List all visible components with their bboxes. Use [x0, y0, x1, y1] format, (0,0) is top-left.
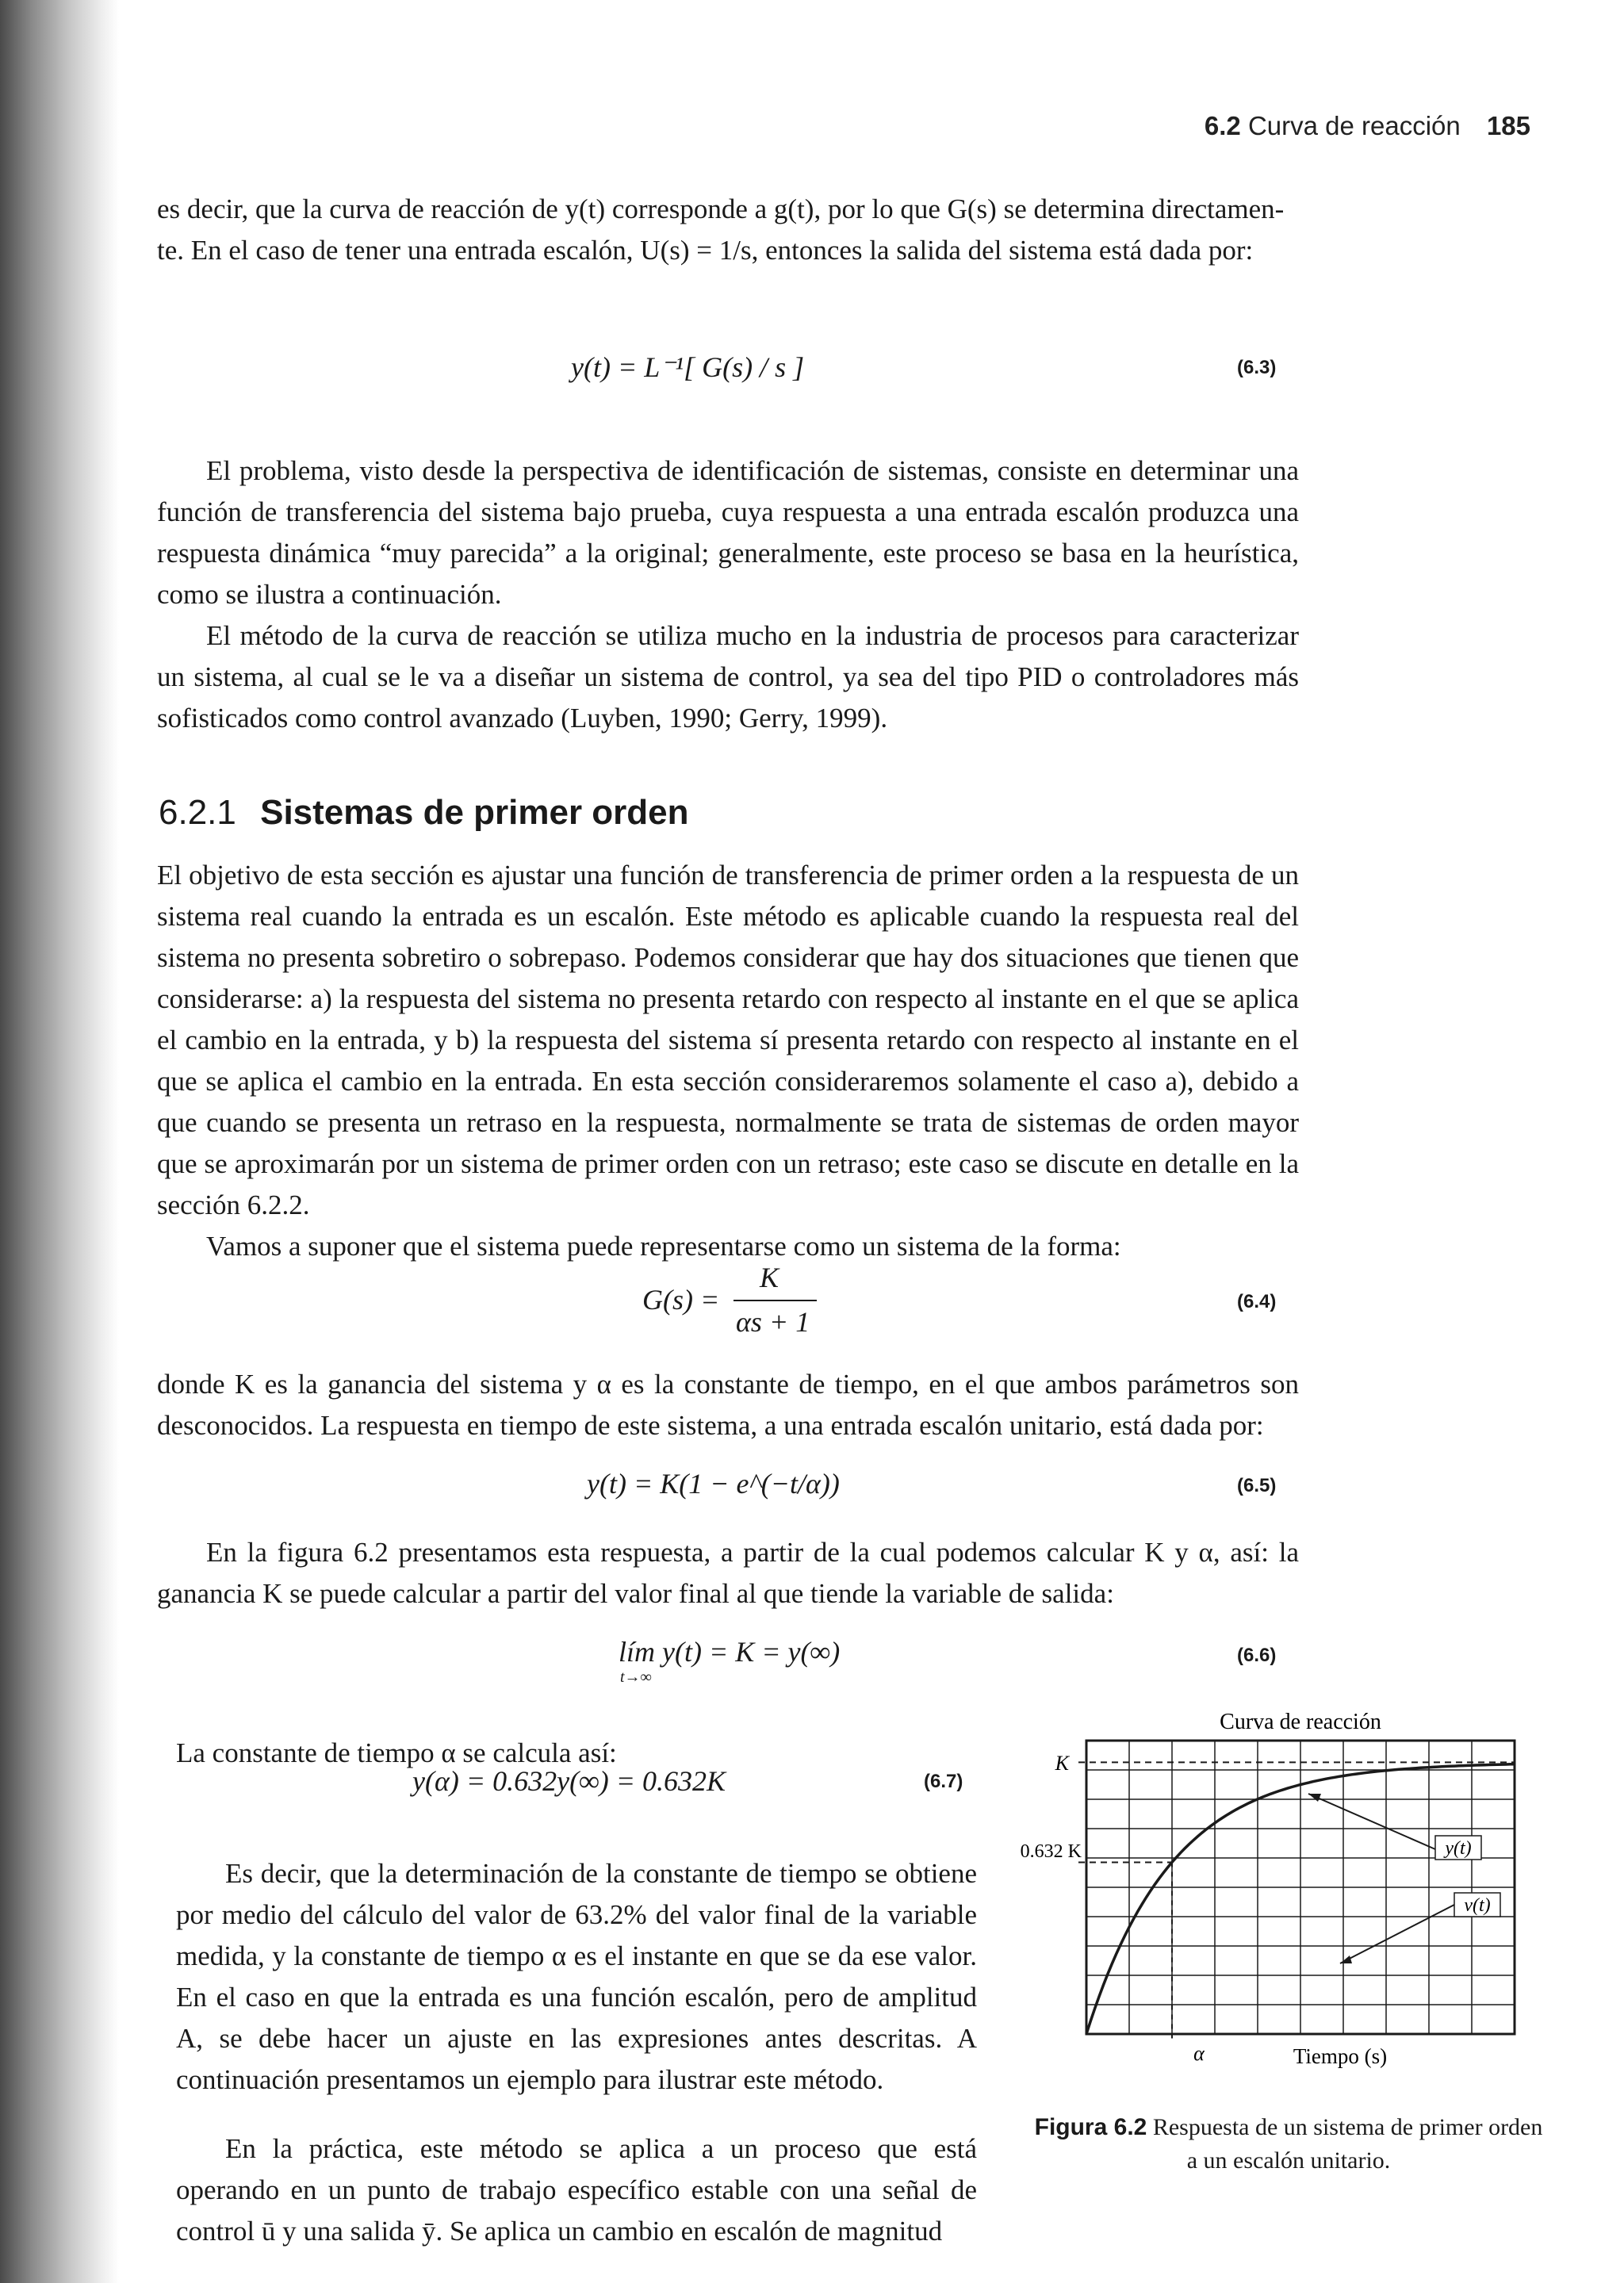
body-paragraph-donde — [157, 1364, 1299, 1446]
equation-6-6-body: lím y(t) = K = y(∞) — [619, 1636, 841, 1668]
equation-6-3-body: y(t) = L⁻¹[ G(s) / s ] — [571, 351, 805, 383]
header-section-number: 6.2 — [1204, 111, 1241, 140]
chart-title: Curva de reacción — [1220, 1710, 1381, 1734]
y-label-632k: 0.632 K — [1020, 1841, 1082, 1862]
paragraph-es-decir: Es decir, que la determinación de la constante de tiempo se obtiene por medio del cálculo del valor de 63.2% del valor final de la variable medida, y la constante de tiempo α es el instante en que se da ese valor. En el caso en que la entrada es una función escalón, pero de amplitud A, se debe hacer un ajuste en las expresiones antes descritas. A continuación presentamos un ejemplo para ilustrar este método. — [176, 1858, 977, 2095]
body-paragraphs-2 — [157, 855, 1299, 1267]
equation-6-3-label: (6.3) — [1237, 357, 1277, 378]
figure-caption-text: Respuesta de un sistema de primer orden a un escalón unitario. — [1152, 2114, 1543, 2174]
figure-caption-label: Figura 6.2 — [1034, 2114, 1147, 2140]
header-title: Curva de reacción — [1247, 111, 1461, 140]
paragraph-constante: La constante de tiempo α se calcula así: — [176, 1737, 617, 1768]
arrow-y — [1308, 1794, 1435, 1849]
equation-6-4-lhs: G(s) = — [642, 1284, 720, 1316]
equation-6-5-body: y(t) = K(1 − e^(−t/α)) — [587, 1468, 840, 1500]
paragraph-suponer: Vamos a suponer que el sistema puede representarse como un sistema de la forma: — [206, 1231, 1121, 1262]
section-title: Sistemas de primer orden — [260, 793, 689, 832]
intro-line-1: es decir, que la curva de reacción de y(t) corresponde a g(t), por lo que G(s) se determina directamen- — [157, 193, 1285, 224]
arrow-v — [1340, 1905, 1454, 1963]
figure-6-2 — [991, 1705, 1546, 2117]
curve-label-v: v(t) — [1464, 1895, 1491, 1916]
reaction-curve-chart — [991, 1705, 1546, 2117]
fraction-bar — [733, 1300, 817, 1301]
figure-caption — [1031, 2111, 1546, 2178]
section-heading — [159, 793, 689, 833]
paragraph-figura: En la figura 6.2 presentamos esta respuesta, a partir de la cual podemos calcular K y α, así: la ganancia K se puede calcular a partir del valor final al que tiende la variable de salida: — [157, 1537, 1299, 1609]
arrowhead-y — [1308, 1794, 1321, 1802]
section-number: 6.2.1 — [159, 793, 236, 832]
paragraph-objetivo: El objetivo de esta sección es ajustar una función de transferencia de primer orden a la respuesta de un sistema real cuando la entrada es un escalón. Este método es aplicable cuando la respuesta real del sistema no presenta sobretiro o sobrepaso. Podemos considerar que hay dos situaciones que tienen que considerarse: a) la respuesta del sistema no presenta retardo con respecto al instante en el que se aplica el cambio en la entrada, y b) la respuesta del sistema sí presenta retardo con respecto al instante en el que se aplica el cambio en la entrada. En esta sección consideraremos solamente el caso a), debido a que cuando se presenta un retraso en la respuesta, normalmente se trata de sistemas de orden mayor que se aproximarán por un sistema de primer orden con un retraso; este caso se discute en detalle en la sección 6.2.2. — [157, 860, 1299, 1220]
paragraph-practica: En la práctica, este método se aplica a un proceso que está operando en un punto de trabajo específico estable con una señal de control ū y una salida ȳ. Se aplica un cambio en escalón de magnitud — [176, 2133, 977, 2247]
paragraph-metodo: El método de la curva de reacción se utiliza mucho en la industria de procesos para caracterizar un sistema, al cual se le va a diseñar un sistema de control, ya sea del tipo PID o controladores más sofisticados como control avanzado (Luyben, 1990; Gerry, 1999). — [157, 620, 1299, 734]
paragraph-donde: donde K es la ganancia del sistema y α es la constante de tiempo, en el que ambos parámetros son desconocidos. La respuesta en tiempo de este sistema, a una entrada escalón unitario, está dada por: — [157, 1369, 1299, 1441]
arrowhead-v — [1340, 1955, 1352, 1963]
page-number: 185 — [1486, 111, 1530, 140]
equation-6-7-label: (6.7) — [924, 1771, 963, 1792]
curve-label-y: y(t) — [1445, 1838, 1472, 1859]
body-paragraphs-1 — [157, 450, 1299, 739]
scan-shadow — [0, 0, 119, 2283]
equation-6-4-denominator: αs + 1 — [736, 1306, 810, 1338]
equation-6-4-numerator: K — [760, 1262, 779, 1293]
equation-6-5-label: (6.5) — [1237, 1475, 1277, 1496]
equation-6-4-label: (6.4) — [1237, 1291, 1277, 1312]
body-paragraphs-3 — [176, 1825, 977, 2280]
intro-text — [157, 189, 1299, 271]
running-header — [1205, 111, 1530, 141]
y-label-k: K — [1055, 1752, 1069, 1775]
x-axis-label: Tiempo (s) — [1293, 2044, 1388, 2068]
body-paragraph-figura — [157, 1532, 1299, 1615]
equation-6-6-limit: t→∞ — [620, 1668, 652, 1686]
equation-6-7-body: y(α) = 0.632y(∞) = 0.632K — [412, 1765, 726, 1797]
x-label-alpha: α — [1193, 2042, 1205, 2065]
equation-6-6-label: (6.6) — [1237, 1645, 1277, 1666]
paragraph-problema: El problema, visto desde la perspectiva de identificación de sistemas, consiste en determinar una función de transferencia del sistema bajo prueba, cuya respuesta a una entrada escalón produzca una respuesta dinámica “muy parecida” a la original; generalmente, este proceso se basa en la heurística, como se ilustra a continuación. — [157, 455, 1299, 610]
intro-line-2: te. En el caso de tener una entrada escalón, U(s) = 1/s, entonces la salida del sistema está dada por: — [157, 235, 1254, 266]
